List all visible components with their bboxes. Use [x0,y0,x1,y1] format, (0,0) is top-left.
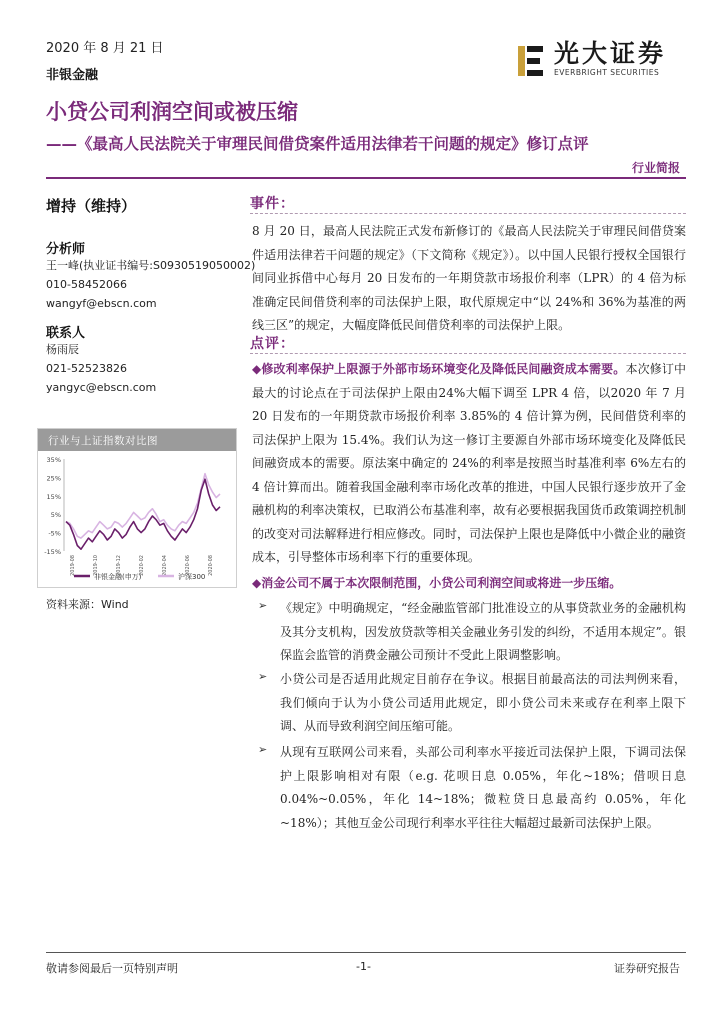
event-divider [250,213,686,214]
comparison-chart [37,428,237,588]
chart-plot [38,451,236,587]
x-tick-label: 2020-02 [139,555,145,576]
y-tick-label: -15% [44,548,61,556]
arrow-bullet-icon: ➢ [258,599,268,612]
page-number: -1- [356,960,371,973]
rating: 增持（维持） [46,197,137,215]
analyst-heading: 分析师 [46,242,86,257]
y-tick-label: 5% [50,511,61,520]
contact-info [46,340,156,397]
list-item-text: 《规定》中明确规定，“经金融监管部门批准设立的从事贷款业务的金融机构及其分支机构，因发放贷款等相关金融业务引发的纠纷，不适用本规定”。银保监会监管的消费金融公司预计不受此上限调整影响。 [280,601,686,662]
list-item [258,597,686,668]
analyst-email[interactable]: wangyf@ebscn.com [46,297,157,310]
x-tick-label: 2019-10 [93,555,99,576]
event-heading: 事件： [250,196,295,212]
analyst-phone: 010-58452066 [46,278,127,291]
bullet-1 [252,358,686,570]
x-tick-label: 2020-06 [185,555,191,576]
analyst-info [46,256,255,313]
bullet-1-text: 本次修订中最大的讨论点在于司法保护上限由24%大幅下调至 LPR 4 倍，以2020 年 7 月 20 日发布的一年期贷款市场报价利率 3.85%的 4 倍计算为例，民间借贷利率的司法保护上限为 15.4%。我们认为这一修订主要源自外部市场环境变化及降低民间融资成本的需要。原法案中确定的 24%的利率是按照当时基准利率 6%左右的 4 倍计算而出。随着我国金融利率市场化改革的推进，中国人民银行逐步放开了金融机构的利率决策权，已取消公布基准利率，故有必要根据我国货币政策调控机制的改变对司法解释进行相应修改。同时，司法保护上限也是降低中小微企业的融资成本，引导整体市场利率下行的重要体现。 [252,362,686,564]
company-logo [518,40,688,80]
legend-label: 非银金融(申万) [94,573,142,581]
logo-subtext: EVERBRIGHT SECURITIES [554,68,660,77]
contact-email[interactable]: yangyc@ebscn.com [46,381,157,394]
arrow-bullet-icon: ➢ [258,743,268,756]
bullet-2-heading: ◆消金公司不属于本次限制范围，小贷公司利润空间或将进一步压缩。 [252,576,622,590]
list-item [258,668,686,739]
list-item-text: 小贷公司是否适用此规定目前存在争议。根据目前最高法的司法判例来看，我们倾向于认为小贷公司适用此规定，即小贷公司未来或存在利率上限下调、从而导致利润空间压缩可能。 [280,672,686,733]
y-tick-label: 25% [46,474,61,483]
report-date: 2020 年 8 月 21 日 [46,41,164,56]
arrow-bullet-icon: ➢ [258,670,268,683]
header-divider [46,177,686,179]
comment-divider [250,353,686,354]
x-tick-label: 2020-08 [208,555,214,576]
x-tick-label: 2019-08 [70,555,76,576]
footer-label: 证券研究报告 [614,962,680,975]
bullet-1-heading: ◆修改利率保护上限源于外部市场环境变化及降低民间融资成本需要。 [252,362,626,376]
footer-divider [46,952,686,953]
chart-title: 行业与上证指数对比图 [48,435,158,447]
list-item [258,741,686,835]
y-tick-label: 35% [46,456,61,464]
sector-label: 非银金融 [46,68,99,83]
x-tick-label: 2020-04 [162,555,168,576]
y-tick-label: 15% [46,492,61,501]
series-line [66,474,220,538]
x-tick-label: 2019-12 [116,555,122,576]
comment-heading: 点评： [250,336,295,352]
contact-phone: 021-52523826 [46,362,127,375]
report-subtitle: ——《最高人民法院关于审理民间借贷案件适用法律若干问题的规定》修订点评 [46,135,589,153]
series-line [66,479,220,549]
report-title: 小贷公司利润空间或被压缩 [46,100,298,124]
chart-source: 资料来源：Wind [46,598,129,611]
footer-disclaimer: 敬请参阅最后一页特别声明 [46,962,178,975]
contact-name: 杨雨辰 [46,343,79,356]
event-paragraph: 8 月 20 日，最高人民法院正式发布新修订的《最高人民法院关于审理民间借贷案件适用法律若干问题的规定》（下文简称《规定》）。以中国人民银行授权全国银行间同业拆借中心每月 20 日发布的一年期贷款市场报价利率（LPR）的 4 倍为标准确定民间借贷利率的司法保护上限，取代原规定中“以 24%和 36%为基准的两线三区”的规定，大幅度降低民间借贷利率的司法保护上限。 [252,224,686,332]
everbright-logo-icon [518,40,548,80]
report-type: 行业简报 [631,161,680,175]
list-item-text: 从现有互联网公司来看，头部公司利率水平接近司法保护上限，下调司法保护上限影响相对有限（e.g. 花呗日息 0.05%，年化~18%；借呗日息 0.04%~0.05%，年化 14~18%；微粒贷日息最高约 0.05%，年化~18%）；其他互金公司现行利率水平往往大幅超过最新司法保护上限。 [280,745,686,830]
legend-label: 沪深300 [178,573,206,581]
analyst-name: 王一峰(执业证书编号:S0930519050002) [46,259,256,272]
chart-header [38,429,236,451]
y-tick-label: -5% [48,529,61,538]
logo-text: 光大证券 [554,39,667,68]
contact-heading: 联系人 [46,326,86,341]
